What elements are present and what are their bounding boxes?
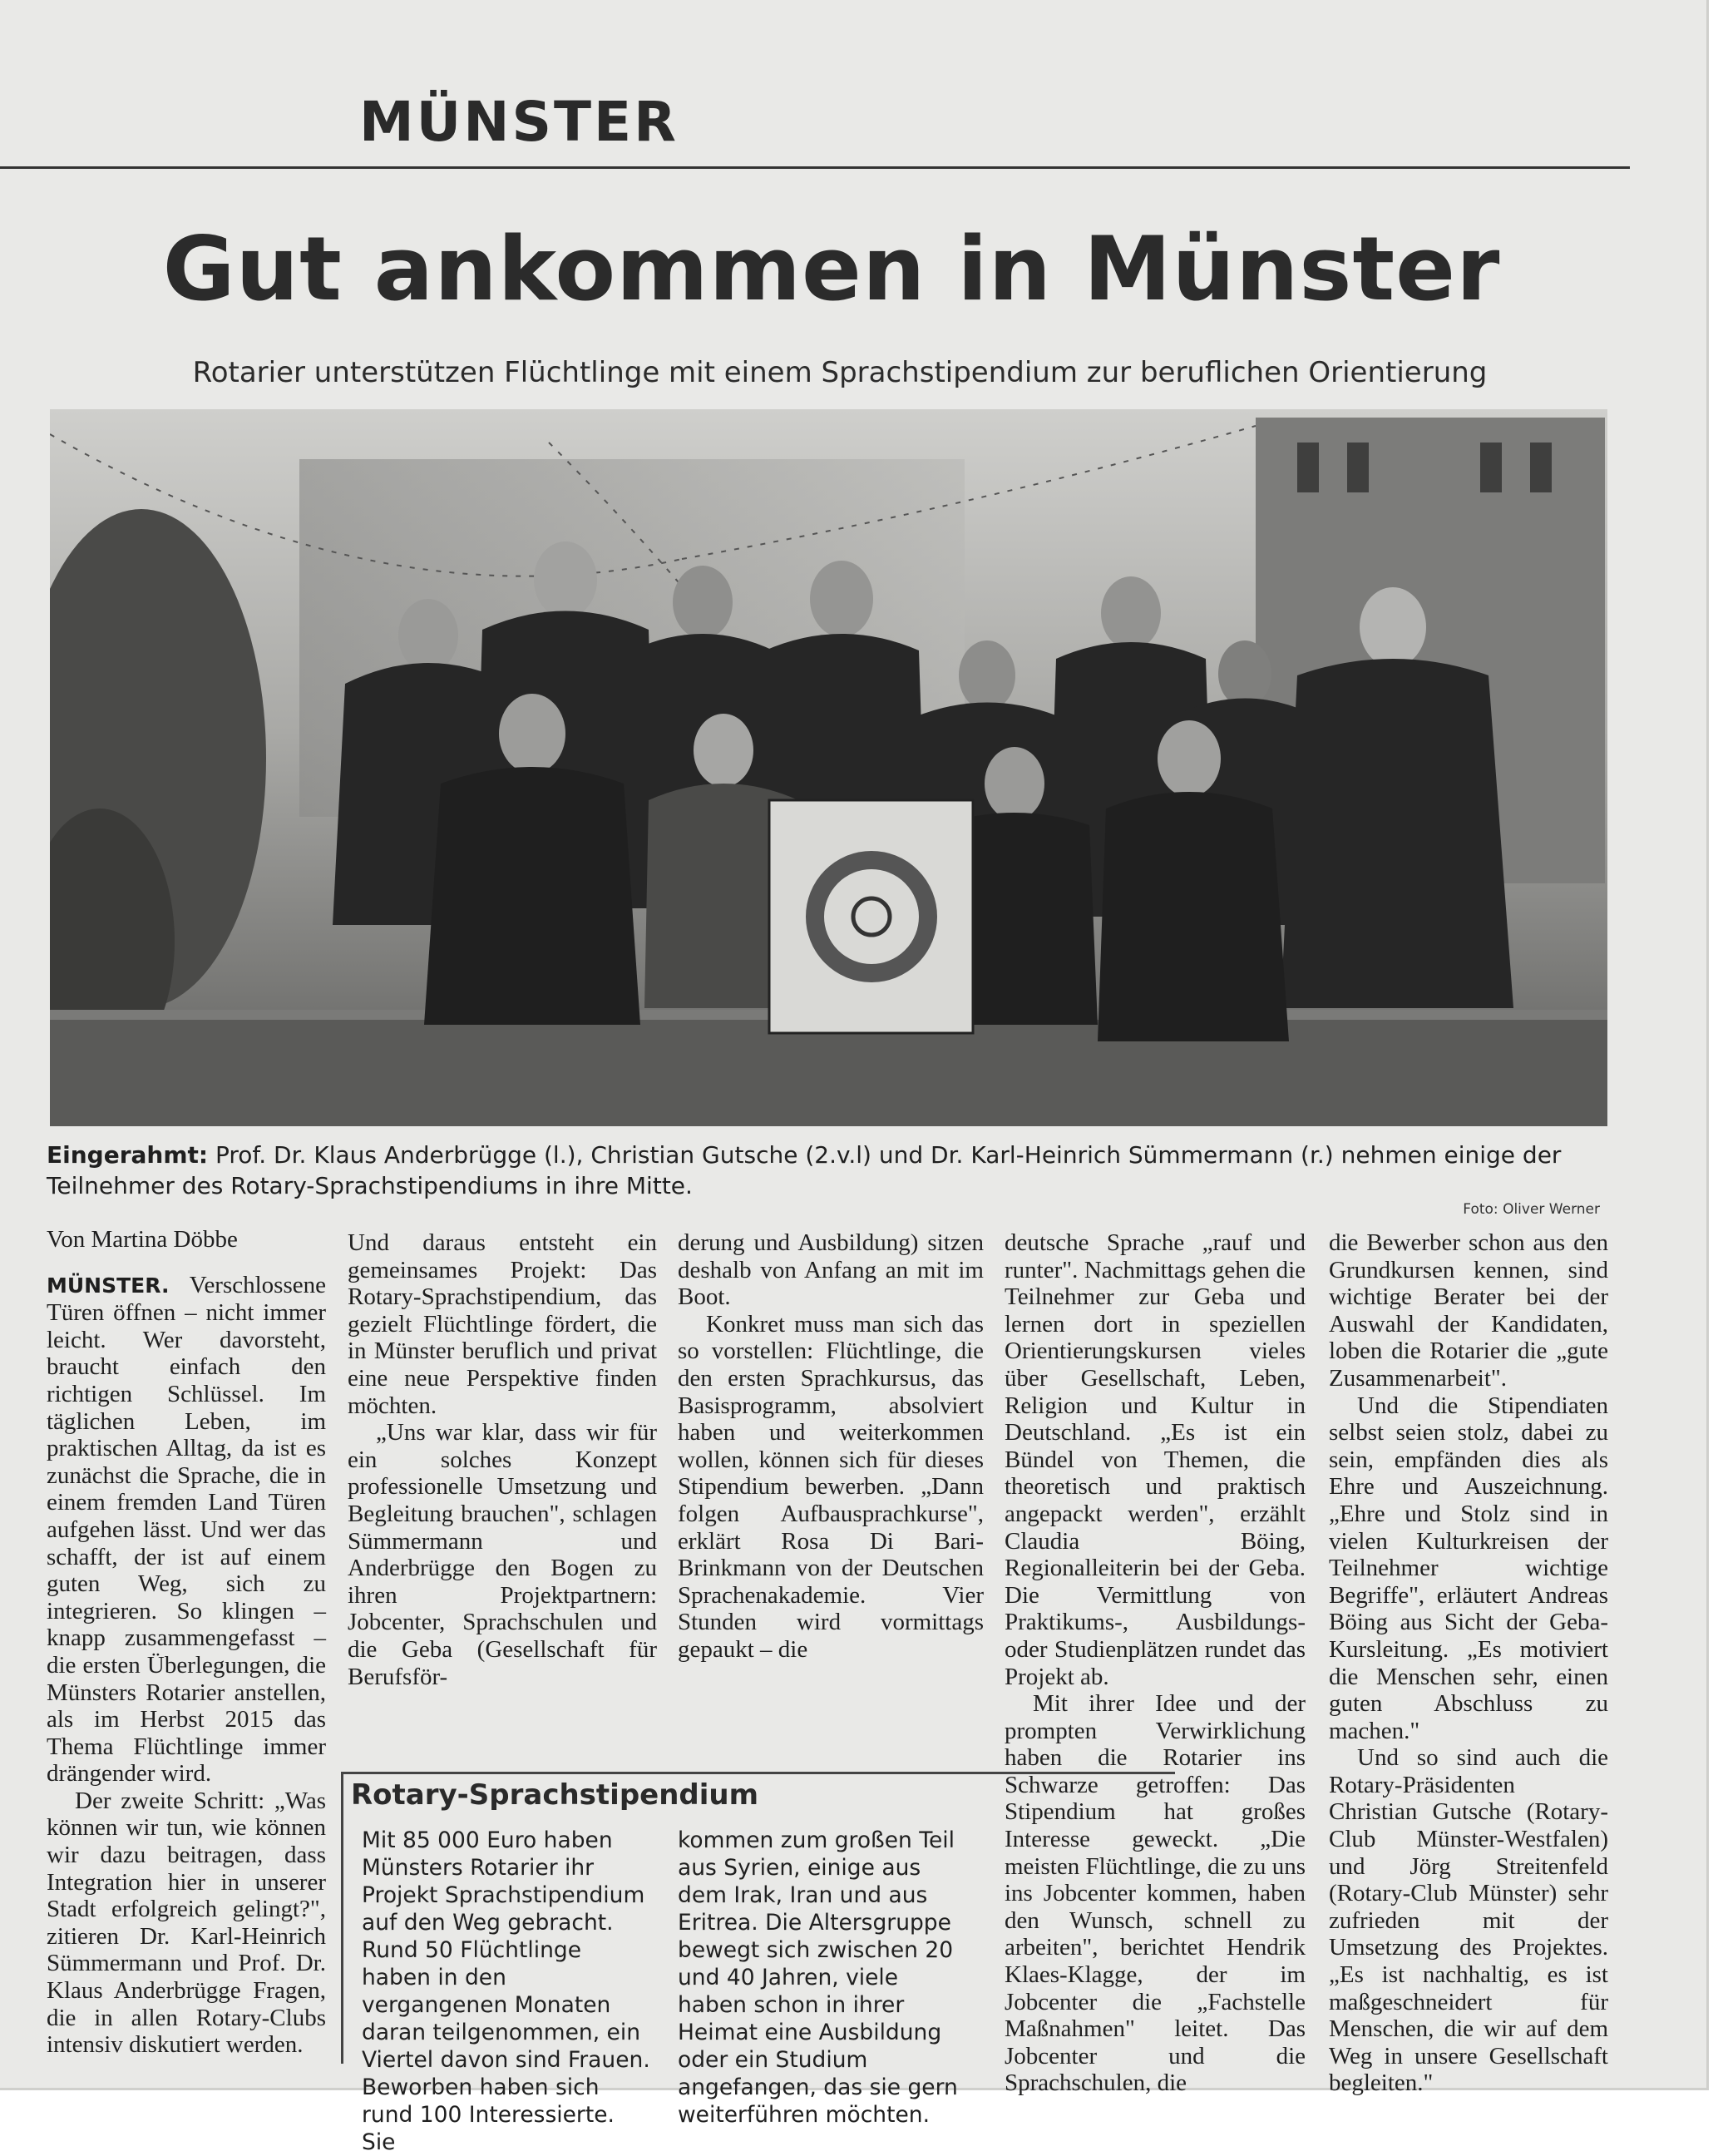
section-title: MÜNSTER — [359, 90, 679, 154]
headline: Gut ankommen in Münster — [162, 218, 1501, 320]
caption-lead: Eingerahmt: — [47, 1141, 209, 1169]
paragraph: Und so sind auch die Rotary-Präsidenten Christian Gutsche (Rotary-Club Münster-Westfalen) und Jörg Streitenfeld (Rotary-Club Münster) sehr zufrieden mit der Umsetzung des Projektes. „Es ist nachhaltig, es ist maßgeschneidert für Menschen, die wir auf dem Weg in unsere Gesellschaft begleiten." — [1329, 1744, 1608, 2097]
paragraph: Konkret muss man sich das so vorstellen: Flüchtlinge, die den ersten Sprachkursus, das Basisprogramm, absolviert haben und weiterkommen wollen, können sich für dieses Stipendium bewerben. „Dann folgen Aufbausprachkurse", erklärt Rosa Di Bari-Brinkmann von der Deutschen Sprachenakademie. Vier Stunden wird vormittags gepaukt – die — [678, 1310, 984, 1663]
subheadline: Rotarier unterstützen Flüchtlinge mit einem Sprachstipendium zur beruflichen Orientierung — [192, 356, 1488, 389]
paragraph: Und daraus entsteht ein gemeinsames Projekt: Das Rotary-Sprachstipendium, das gezielt Flüchtlinge fördert, die in Münster beruflich und privat eine neue Perspektive finden möchten. — [348, 1229, 657, 1419]
paragraph: Der zweite Schritt: „Was können wir tun, wie können wir dazu beitragen, dass Integration hier in unserer Stadt erfolgreich gelingt?", zitieren Dr. Karl-Heinrich Sümmermann und Prof. Dr. Klaus Anderbrügge Fragen, die in allen Rotary-Clubs intensiv diskutiert werden. — [47, 1787, 326, 2059]
byline: Von Martina Döbbe — [47, 1226, 238, 1253]
article-column-5 — [1329, 1229, 1608, 2097]
dateline: MÜNSTER. — [47, 1273, 170, 1298]
article-column-1 — [47, 1226, 326, 2059]
section-rule — [0, 166, 1630, 169]
paragraph: „Uns war klar, dass wir für ein solches Konzept professionelle Umsetzung und Begleitung brauchen", schlagen Sümmermann und Anderbrügge den Bogen zu ihren Projektpartnern: Jobcenter, Sprachschulen und die Geba (Gesellschaft für Berufsför- — [348, 1419, 657, 1690]
article-column-2 — [348, 1229, 657, 1690]
photo-caption — [47, 1140, 1610, 1201]
paragraph: die Bewerber schon aus den Grundkursen kennen, sind wichtige Berater bei der Auswahl der Kandidaten, loben die Rotarier die „gute Zusammenarbeit". — [1329, 1229, 1608, 1392]
paragraph-text: Verschlossene Türen öffnen – nicht immer leicht. Wer davorsteht, braucht einfach den richtigen Schlüssel. Im täglichen Leben, im praktischen Alltag, da ist es zunächst die Sprache, die in einem fremden Land Türen aufgehen lässt. Und wer das schafft, der ist auf einem guten Weg, sich zu integrieren. So klingen – knapp zusammengefasst – die ersten Überlegungen, die Münsters Rotarier anstellen, als im Herbst 2015 das Thema Flüchtlinge immer drängender wird. — [47, 1271, 326, 1788]
photo-credit: Foto: Oliver Werner — [1463, 1201, 1600, 1218]
paragraph: deutsche Sprache „rauf und runter". Nachmittags gehen die Teilnehmer zur Geba und lernen dort in speziellen Orientierungskursen vieles über Gesellschaft, Leben, Religion und Kultur in Deutschland. „Es ist ein Bündel von Themen, die theoretisch und praktisch angepackt werden", erzählt Claudia Böing, Regionalleiterin bei der Geba. Die Vermittlung von Praktikums-, Ausbildungs- oder Studienplätzen rundet das Projekt ab. — [1005, 1229, 1306, 1690]
paragraph: Und die Stipendiaten selbst seien stolz, dabei zu sein, empfänden dies als Ehre und Auszeichnung. „Ehre und Stolz sind in vielen Kulturkreisen der Teilnehmer wichtige Begriffe", erläutert Andreas Böing aus Sicht der Geba-Kursleitung. „Es motiviert die Menschen sehr, einen guten Abschluss zu machen." — [1329, 1392, 1608, 1744]
article-column-3 — [678, 1229, 984, 1664]
info-box-title: Rotary-Sprachstipendium — [351, 1778, 759, 1812]
info-box-column-2 — [678, 1827, 969, 2129]
info-box-text: Mit 85 000 Euro haben Münsters Rotarier ihr Projekt Sprachstipendium auf den Weg gebracht. Rund 50 Flüchtlinge haben in den vergangenen Monaten daran teilgenommen, ein Viertel davon sind Frauen. Beworben haben sich rund 100 Interessierte. Sie — [362, 1827, 650, 2155]
paragraph — [47, 1272, 326, 1788]
paragraph: Mit ihrer Idee und der prompten Verwirklichung haben die Rotarier ins Schwarze getroffen: Das Stipendium hat großes Interesse geweckt. „Die meisten Flüchtlinge, die zu uns ins Jobcenter kommen, haben den Wunsch, schnell zu arbeiten", berichtet Hendrik Klaes-Klagge, der im Jobcenter die „Fachstelle Maßnahmen" leitet. Das Jobcenter und die Sprachschulen, die — [1005, 1690, 1306, 2097]
group-photo — [50, 409, 1607, 1126]
caption-text: Prof. Dr. Klaus Anderbrügge (l.), Christian Gutsche (2.v.l) und Dr. Karl-Heinrich Sümmermann (r.) nehmen einige der Teilnehmer des Rotary-Sprachstipendiums in ihre Mitte. — [47, 1141, 1562, 1199]
info-box-column-1 — [362, 1827, 653, 2156]
paragraph: derung und Ausbildung) sitzen deshalb von Anfang an mit im Boot. — [678, 1229, 984, 1311]
info-box-text: kommen zum großen Teil aus Syrien, einige aus dem Irak, Iran und aus Eritrea. Die Altersgruppe bewegt sich zwischen 20 und 40 Jahren, viele haben schon in ihrer Heimat eine Ausbildung oder ein Studium angefangen, das sie gern weiterführen möchten. — [678, 1827, 958, 2128]
